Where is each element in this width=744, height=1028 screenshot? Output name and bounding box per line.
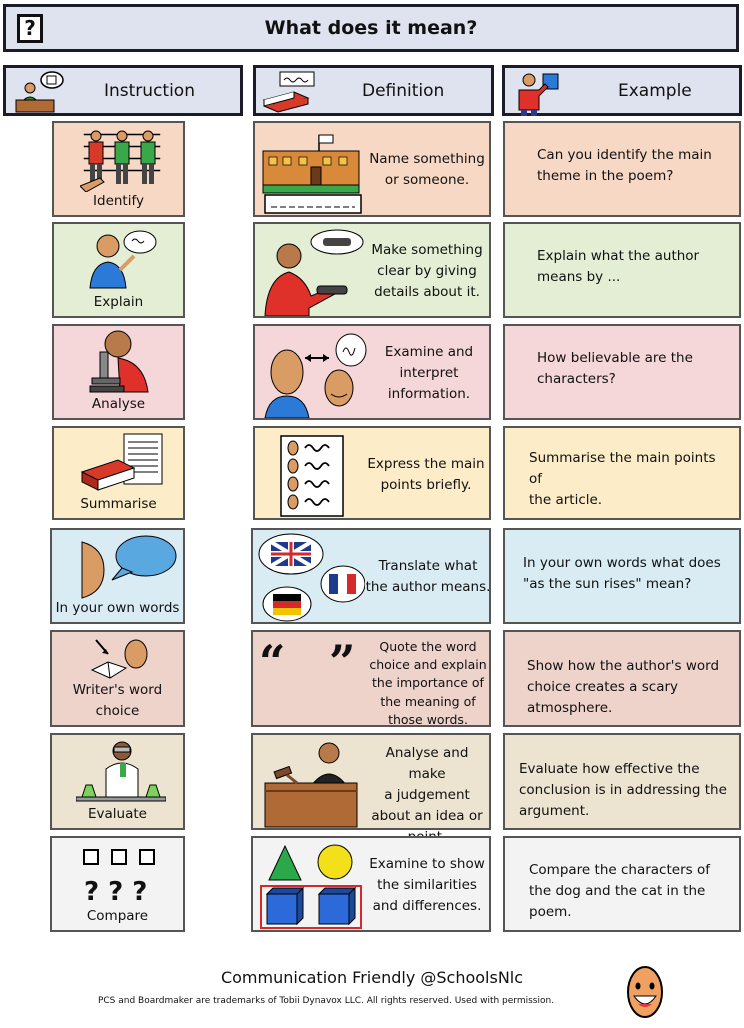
microscope-icon (88, 328, 158, 396)
shapes-icon (259, 842, 365, 930)
instruction-card-analyse (52, 324, 185, 420)
definition-card-explain (253, 222, 491, 318)
column-header-instruction (3, 65, 243, 116)
example-card-compare (503, 836, 741, 932)
example-card-writers-word-choice (503, 630, 741, 727)
two-people-thinking-icon (259, 330, 367, 418)
svg-text:? ? ?: ? ? ? (84, 877, 148, 906)
column-title-definition: Definition (362, 81, 445, 101)
instruction-card-writers-word-choice (50, 630, 185, 727)
example-text: Summarise the main points of the article. (529, 450, 716, 508)
column-title-instruction: Instruction (104, 81, 195, 101)
person-pointing-icon (509, 70, 565, 116)
definition-card-summarise (253, 426, 491, 520)
instruction-label: Explain (93, 294, 144, 310)
svg-text:“: “ (259, 640, 286, 680)
instruction-card-compare (50, 836, 185, 932)
footer-credit: Communication Friendly @SchoolsNlc (220, 968, 524, 987)
speech-bubble-icon (80, 534, 180, 600)
instruction-label: Evaluate (88, 806, 147, 822)
definition-text: Analyse and make a judgement about an idea or (371, 745, 483, 824)
example-card-summarise (503, 426, 741, 520)
example-text: Explain what the author means by ... (537, 248, 700, 285)
boxes-question-icon (80, 848, 160, 906)
instruction-card-identify (52, 121, 185, 217)
instruction-label: Summarise (80, 496, 157, 512)
definition-card-in-your-own-words (251, 528, 491, 624)
column-title-example: Example (618, 81, 692, 101)
scientist-icon (76, 739, 166, 807)
definition-text: Express the main points briefly. (367, 456, 485, 493)
instruction-card-evaluate (50, 733, 185, 830)
example-card-evaluate (503, 733, 741, 830)
column-header-example (502, 65, 742, 116)
school-building-icon (259, 129, 365, 215)
instruction-label: Writer's word choice (72, 682, 163, 719)
example-card-explain (503, 222, 741, 318)
svg-text:”: ” (329, 640, 356, 680)
example-card-analyse (503, 324, 741, 420)
instruction-label: Compare (86, 908, 149, 924)
definition-text: Translate what the author means. (365, 558, 491, 595)
person-with-tray-icon (261, 228, 365, 316)
instruction-card-explain (52, 222, 185, 318)
definition-card-writers-word-choice (251, 630, 491, 727)
help-icon: ? (17, 14, 43, 43)
page-title: What does it mean? (264, 17, 478, 39)
reading-person-icon (90, 636, 152, 682)
judge-icon (261, 739, 361, 829)
example-text: Show how the author's word choice creates a scary atmosphere. (527, 658, 720, 716)
bullet-list-icon (279, 434, 345, 518)
example-text: How believable are the characters? (537, 350, 693, 387)
example-text: In your own words what does "as the sun rises" mean? (523, 555, 721, 592)
speaking-person-icon (80, 228, 164, 294)
example-text: Can you identify the main theme in the poem? (537, 147, 712, 184)
book-and-notes-icon (80, 432, 164, 496)
smiling-face-icon (624, 964, 666, 1020)
column-header-definition (253, 65, 494, 116)
footer-trademark: PCS and Boardmaker are trademarks of Tobii Dynavox LLC. All rights reserved. Used with permission. (97, 996, 555, 1006)
instruction-card-in-your-own-words (50, 528, 185, 624)
instruction-label: In your own words (55, 600, 180, 616)
example-card-in-your-own-words (503, 528, 741, 624)
instruction-card-summarise (52, 426, 185, 520)
example-text: Compare the characters of the dog and the cat in the poem. (529, 862, 710, 920)
definition-card-compare (251, 836, 491, 932)
definition-text: Name something or someone. (369, 151, 485, 188)
definition-card-analyse (253, 324, 491, 420)
title-bar (3, 4, 739, 52)
example-card-identify (503, 121, 741, 217)
teacher-at-desk-icon (10, 70, 66, 114)
definition-card-evaluate (251, 733, 491, 830)
definition-text: Examine to show the similarities and differences. (369, 856, 485, 914)
definition-text: Quote the word choice and explain the importance of the meaning of those words. (369, 639, 487, 727)
definition-text: Examine and interpret information. (384, 344, 474, 402)
instruction-label: Identify (93, 193, 144, 209)
quotation-marks-icon (259, 640, 367, 680)
flags-icon (257, 532, 365, 622)
instruction-label: Analyse (91, 396, 146, 412)
line-up-icon (80, 126, 164, 192)
definition-card-identify (253, 121, 491, 217)
example-text: Evaluate how effective the conclusion is in addressing the argument. (519, 761, 727, 819)
dictionary-icon (260, 70, 320, 114)
definition-text: Make something clear by giving details about it. (371, 242, 483, 300)
